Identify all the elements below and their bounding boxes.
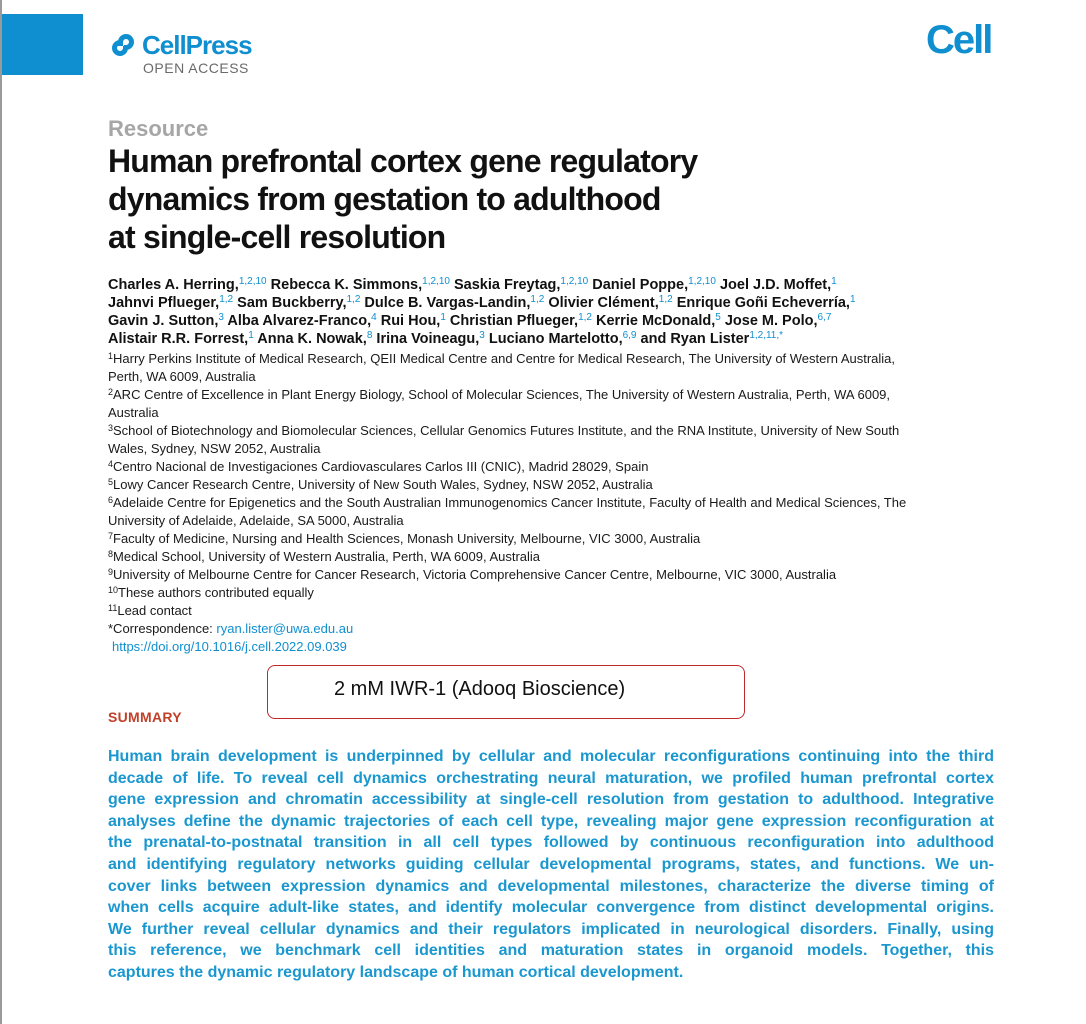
affiliation-text: University of Melbourne Centre for Cancer Research, Victoria Comprehensive Cancer Centre, Melbourne, VIC 3000, Australia (113, 567, 837, 582)
author-affiliation-marker: 5 (715, 312, 721, 323)
affiliation-text: Adelaide Centre for Epigenetics and the South Australian Immunogenomics Cancer Institute, Faculty of Health and Medical Sciences, The (113, 495, 907, 510)
title-line: Human prefrontal cortex gene regulatory (108, 143, 698, 179)
author-affiliation-marker: 1,2,11,* (749, 330, 784, 341)
cellpress-logo-icon (108, 30, 138, 60)
summary-line: the prenatal-to-postnatal transition in all cell types followed by continuous reconfiguration into adulthood (108, 834, 994, 852)
title-line: dynamics from gestation to adulthood (108, 181, 661, 217)
author-name: Rebecca K. Simmons, (266, 277, 423, 293)
author-name: and Ryan Lister (636, 331, 750, 347)
author-affiliation-marker: 3 (479, 330, 485, 341)
publisher-brand (108, 30, 252, 76)
annotation-callout-text: 2 mM IWR-1 (Adooq Bioscience) (334, 678, 626, 700)
affiliation-line (108, 566, 998, 584)
author-affiliation-marker: 1 (849, 294, 856, 305)
article-title (108, 142, 828, 256)
author-affiliation-marker: 1 (248, 330, 254, 341)
author-name: Jose M. Polo, (720, 313, 818, 329)
affiliation-line (108, 368, 998, 386)
summary-line: Human brain development is underpinned by cellular and molecular reconfigurations continuing into the third (108, 748, 994, 765)
affiliation-text: ARC Centre of Excellence in Plant Energy Biology, School of Molecular Sciences, The University of Western Australia, Perth, WA 6009, (113, 387, 891, 402)
affiliation-number: 8 (108, 549, 114, 559)
correspondence-label: *Correspondence: (108, 621, 217, 636)
affiliation-number: 11 (108, 603, 118, 613)
affiliation-list (108, 350, 998, 656)
author-name: Rui Hou, (376, 313, 441, 329)
affiliation-text: Perth, WA 6009, Australia (108, 369, 256, 384)
affiliation-line (108, 440, 998, 458)
author-affiliation-marker: 6,9 (622, 330, 637, 341)
author-affiliation-marker: 1 (440, 312, 446, 323)
summary-line: captures the dynamic regulatory landscape of human cortical development. (108, 963, 684, 981)
affiliation-number: 7 (108, 531, 114, 541)
author-affiliation-marker: 8 (366, 330, 373, 341)
affiliation-text: Harry Perkins Institute of Medical Research, QEII Medical Centre and Centre for Medical Research, The University of Western Australia, (113, 351, 896, 366)
affiliation-line (108, 422, 998, 440)
affiliation-line (108, 404, 998, 422)
author-name: Enrique Goñi Echeverría, (672, 295, 850, 311)
author-affiliation-marker: 1,2 (658, 294, 673, 305)
affiliation-text: University of Adelaide, Adelaide, SA 5000, Australia (108, 513, 404, 528)
affiliation-number: 6 (108, 495, 114, 505)
summary-line: We further reveal cellular dynamics and their regulators implicated in neurological disorders. Finally, using (108, 920, 994, 938)
affiliation-line (108, 494, 998, 512)
affiliation-number: 2 (108, 387, 114, 397)
summary-line: cover links between expression dynamics and developmental milestones, characterize the diverse timing of (108, 877, 994, 895)
author-list (108, 276, 1008, 348)
summary-line: analyses define the dynamic trajectories of each cell type, revealing major gene expression reconfiguration at (108, 812, 994, 830)
summary-line: and identifying regulatory networks guiding cellular developmental programs, states, and functions. We un- (108, 855, 994, 873)
article-type: Resource (108, 116, 209, 141)
author-affiliation-marker: 1,2 (578, 312, 592, 323)
affiliation-text: Lowy Cancer Research Centre, University of New South Wales, Sydney, NSW 2052, Australia (113, 477, 653, 492)
affiliation-line (108, 512, 998, 530)
affiliation-number: 9 (108, 567, 114, 577)
summary-line: this reference, we benchmark cell identities and maturation states in organoid models. Together, this (108, 942, 994, 960)
page-left-edge (0, 0, 2, 1024)
affiliation-text: Australia (108, 405, 159, 420)
affiliation-text: Lead contact (117, 603, 192, 618)
summary-heading: SUMMARY (108, 709, 182, 725)
author-name: Anna K. Nowak, (253, 331, 367, 347)
author-name: Daniel Poppe, (588, 277, 689, 293)
author-affiliation-marker: 4 (371, 312, 377, 323)
author-name: Gavin J. Sutton, (108, 313, 219, 329)
summary-line: decade of life. To reveal cell dynamics orchestrating neural maturation, we profiled human prefrontal cortex (108, 769, 994, 787)
affiliation-number: 10 (108, 585, 119, 595)
journal-logo: Cell (926, 18, 992, 62)
author-affiliation-marker: 1,2 (346, 294, 361, 305)
affiliation-number: 5 (108, 477, 114, 487)
author-name: Sam Buckberry, (233, 295, 347, 311)
affiliation-line (108, 530, 998, 548)
author-name: Charles A. Herring, (108, 277, 239, 293)
publisher-name: CellPress (142, 30, 252, 60)
open-access-label: OPEN ACCESS (143, 60, 249, 76)
author-name: Kerrie McDonald, (591, 313, 716, 329)
affiliation-line (108, 350, 998, 368)
affiliation-text: Faculty of Medicine, Nursing and Health Sciences, Monash University, Melbourne, VIC 3000, Australia (113, 531, 701, 546)
author-line (108, 330, 1008, 348)
author-name: Luciano Martelotto, (484, 331, 623, 347)
author-affiliation-marker: 3 (218, 312, 224, 323)
author-affiliation-marker: 1 (831, 276, 837, 287)
author-name: Alba Alvarez-Franco, (223, 313, 372, 329)
summary-line: when cells acquire adult-like states, and identify molecular convergence from distinct developmental origins. (108, 899, 994, 917)
affiliation-line (108, 476, 998, 494)
corner-color-block (2, 14, 83, 75)
summary-abstract (108, 746, 994, 984)
affiliation-line (108, 458, 998, 476)
author-affiliation-marker: 1,2,10 (688, 276, 716, 287)
title-line: at single-cell resolution (108, 219, 446, 255)
author-affiliation-marker: 1,2,10 (238, 276, 267, 287)
doi-link[interactable]: https://doi.org/10.1016/j.cell.2022.09.039 (112, 639, 347, 654)
author-name: Olivier Clément, (544, 295, 659, 311)
affiliation-line (108, 584, 998, 602)
affiliation-number: 1 (108, 351, 114, 361)
author-name: Irina Voineagu, (372, 331, 480, 347)
summary-line: gene expression and chromatin accessibility at single-cell resolution from gestation to adulthood. Integrative (108, 791, 994, 809)
affiliation-number: 3 (108, 423, 114, 433)
author-name: Alistair R.R. Forrest, (108, 331, 249, 347)
author-affiliation-marker: 1,2 (219, 294, 234, 305)
author-affiliation-marker: 1,2 (530, 294, 545, 305)
affiliation-text: Wales, Sydney, NSW 2052, Australia (108, 441, 321, 456)
author-name: Jahnvi Pflueger, (108, 295, 220, 311)
author-line (108, 312, 1008, 330)
author-name: Christian Pflueger, (445, 313, 579, 329)
author-name: Joel J.D. Moffet, (715, 277, 832, 293)
affiliation-text: Medical School, University of Western Australia, Perth, WA 6009, Australia (113, 549, 541, 564)
affiliation-number: 4 (108, 459, 114, 469)
affiliation-text: School of Biotechnology and Biomolecular Sciences, Cellular Genomics Futures Institute, and the RNA Institute, University of New South (113, 423, 900, 438)
affiliation-line (108, 548, 998, 566)
affiliation-text: Centro Nacional de Investigaciones Cardiovasculares Carlos III (CNIC), Madrid 28029, Spain (113, 459, 649, 474)
correspondence-line (108, 620, 998, 638)
affiliation-line (108, 602, 998, 620)
affiliation-text: These authors contributed equally (118, 585, 314, 600)
author-affiliation-marker: 1,2,10 (560, 276, 589, 287)
affiliation-line (108, 386, 998, 404)
author-affiliation-marker: 6,7 (817, 312, 832, 323)
author-line (108, 294, 1008, 312)
author-line (108, 276, 1008, 294)
author-name: Saskia Freytag, (449, 277, 561, 293)
author-name: Dulce B. Vargas-Landin, (360, 295, 531, 311)
correspondence-email-link[interactable]: ryan.lister@uwa.edu.au (216, 621, 354, 636)
author-affiliation-marker: 1,2,10 (422, 276, 450, 287)
